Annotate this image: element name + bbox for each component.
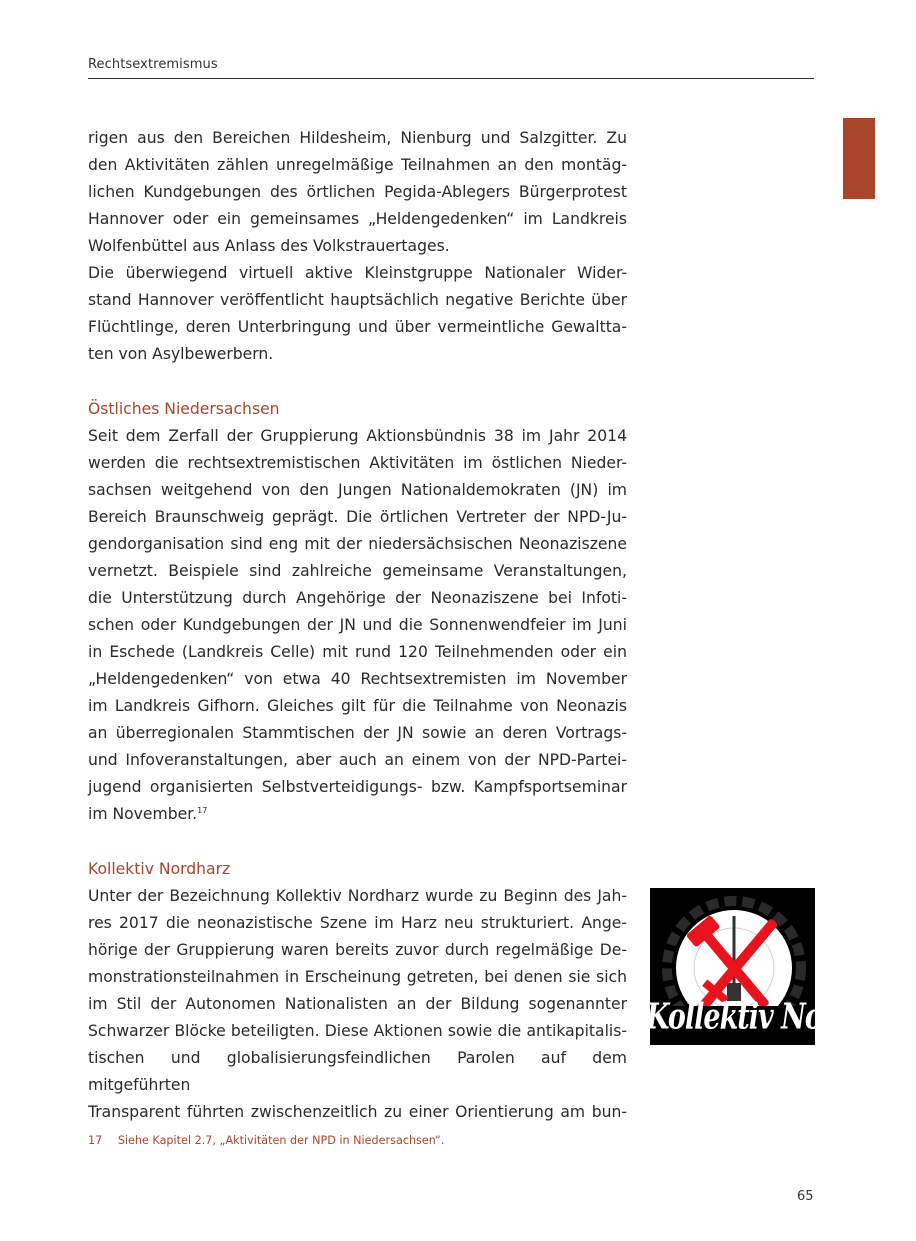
text-line: gendorganisation sind eng mit der niedersächsischen Neonaziszene [88,535,627,553]
text-line: Unter der Bezeichnung Kollektiv Nordharz wurde zu Beginn des Jah- [88,887,627,905]
text-line: im Stil der Autonomen Nationalisten an der Bildung sogenannter [88,995,627,1013]
text-line: Flüchtlinge, deren Unterbringung und über vermeintliche Gewaltta- [88,318,627,336]
text-line: vernetzt. Beispiele sind zahlreiche gemeinsame Veranstaltungen, [88,562,627,580]
text-line: und Infoveranstaltungen, aber auch an einem von der NPD-Partei- [88,751,627,769]
text-line: an überregionalen Stammtischen der JN sowie an deren Vortrags- [88,724,627,742]
footnote-number: 17 [88,1134,103,1147]
section-body-oestliches-niedersachsen [88,423,627,828]
text-line: jugend organisierten Selbstverteidigungs- bzw. Kampfsportseminar [88,778,627,796]
kollektiv-nordharz-logo [646,888,916,1045]
text-line: sachsen weitgehend von den Jungen Nationaldemokraten (JN) im [88,481,627,499]
text-line: hörige der Gruppierung waren bereits zuvor durch regelmäßige De- [88,941,627,959]
footnote [88,1134,444,1147]
text-line: stand Hannover veröffentlicht hauptsächlich negative Berichte über [88,291,627,309]
section-heading-oestliches-niedersachsen: Östliches Niedersachsen [88,400,280,418]
text-line: lichen Kundgebungen des örtlichen Pegida-Ablegers Bürgerprotest [88,183,627,201]
text-line: Wolfenbüttel aus Anlass des Volkstrauertages. [88,237,450,255]
text-line: Transparent führten zwischenzeitlich zu einer Orientierung am bun- [88,1103,627,1121]
running-header: Rechtsextremismus [88,57,218,72]
text-line: „Heldengedenken“ von etwa 40 Rechtsextremisten im November [88,670,627,688]
text-line: Hannover oder ein gemeinsames „Heldengedenken“ im Landkreis [88,210,627,228]
text-line: res 2017 die neonazistische Szene im Harz neu strukturiert. Ange- [88,914,627,932]
text-line: rigen aus den Bereichen Hildesheim, Nienburg und Salzgitter. Zu [88,129,627,147]
text-line [88,801,627,828]
footnote-reference[interactable]: 17 [197,805,208,815]
text-line: den Aktivitäten zählen unregelmäßige Teilnahmen an den montäg- [88,156,627,174]
section-body-kollektiv-nordharz [88,883,627,1126]
header-rule [88,78,814,79]
logo-lettering: Kollektiv Nordharz [646,997,916,1038]
footnote-text: Siehe Kapitel 2.7, „Aktivitäten der NPD in Niedersachsen“. [117,1134,445,1147]
intro-paragraphs [88,125,627,368]
text-line: ten von Asylbewerbern. [88,345,274,363]
chapter-tab-marker [843,118,875,199]
text-line: Bereich Braunschweig geprägt. Die örtlichen Vertreter der NPD-Ju- [88,508,627,526]
section-heading-kollektiv-nordharz: Kollektiv Nordharz [88,860,231,878]
text-line: monstrationsteilnahmen in Erscheinung getreten, bei denen sie sich [88,968,627,986]
text-line: Schwarzer Blöcke beteiligten. Diese Aktionen sowie die antikapitalis- [88,1022,627,1040]
text-line-content: im November. [88,805,198,823]
text-line: in Eschede (Landkreis Celle) mit rund 120 Teilnehmenden oder ein [88,643,627,661]
text-line: die Unterstützung durch Angehörige der Neonaziszene bei Infoti- [88,589,627,607]
text-line: Die überwiegend virtuell aktive Kleinstgruppe Nationaler Wider- [88,264,627,282]
text-line: Seit dem Zerfall der Gruppierung Aktionsbündnis 38 im Jahr 2014 [88,427,627,445]
text-line: tischen und globalisierungsfeindlichen Parolen auf dem mitgeführten [88,1049,627,1094]
page-number: 65 [797,1189,814,1204]
text-line: werden die rechtsextremistischen Aktivitäten im östlichen Nieder- [88,454,627,472]
text-line: im Landkreis Gifhorn. Gleiches gilt für die Teilnahme von Neonazis [88,697,627,715]
text-line: schen oder Kundgebungen der JN und die Sonnenwendfeier im Juni [88,616,627,634]
